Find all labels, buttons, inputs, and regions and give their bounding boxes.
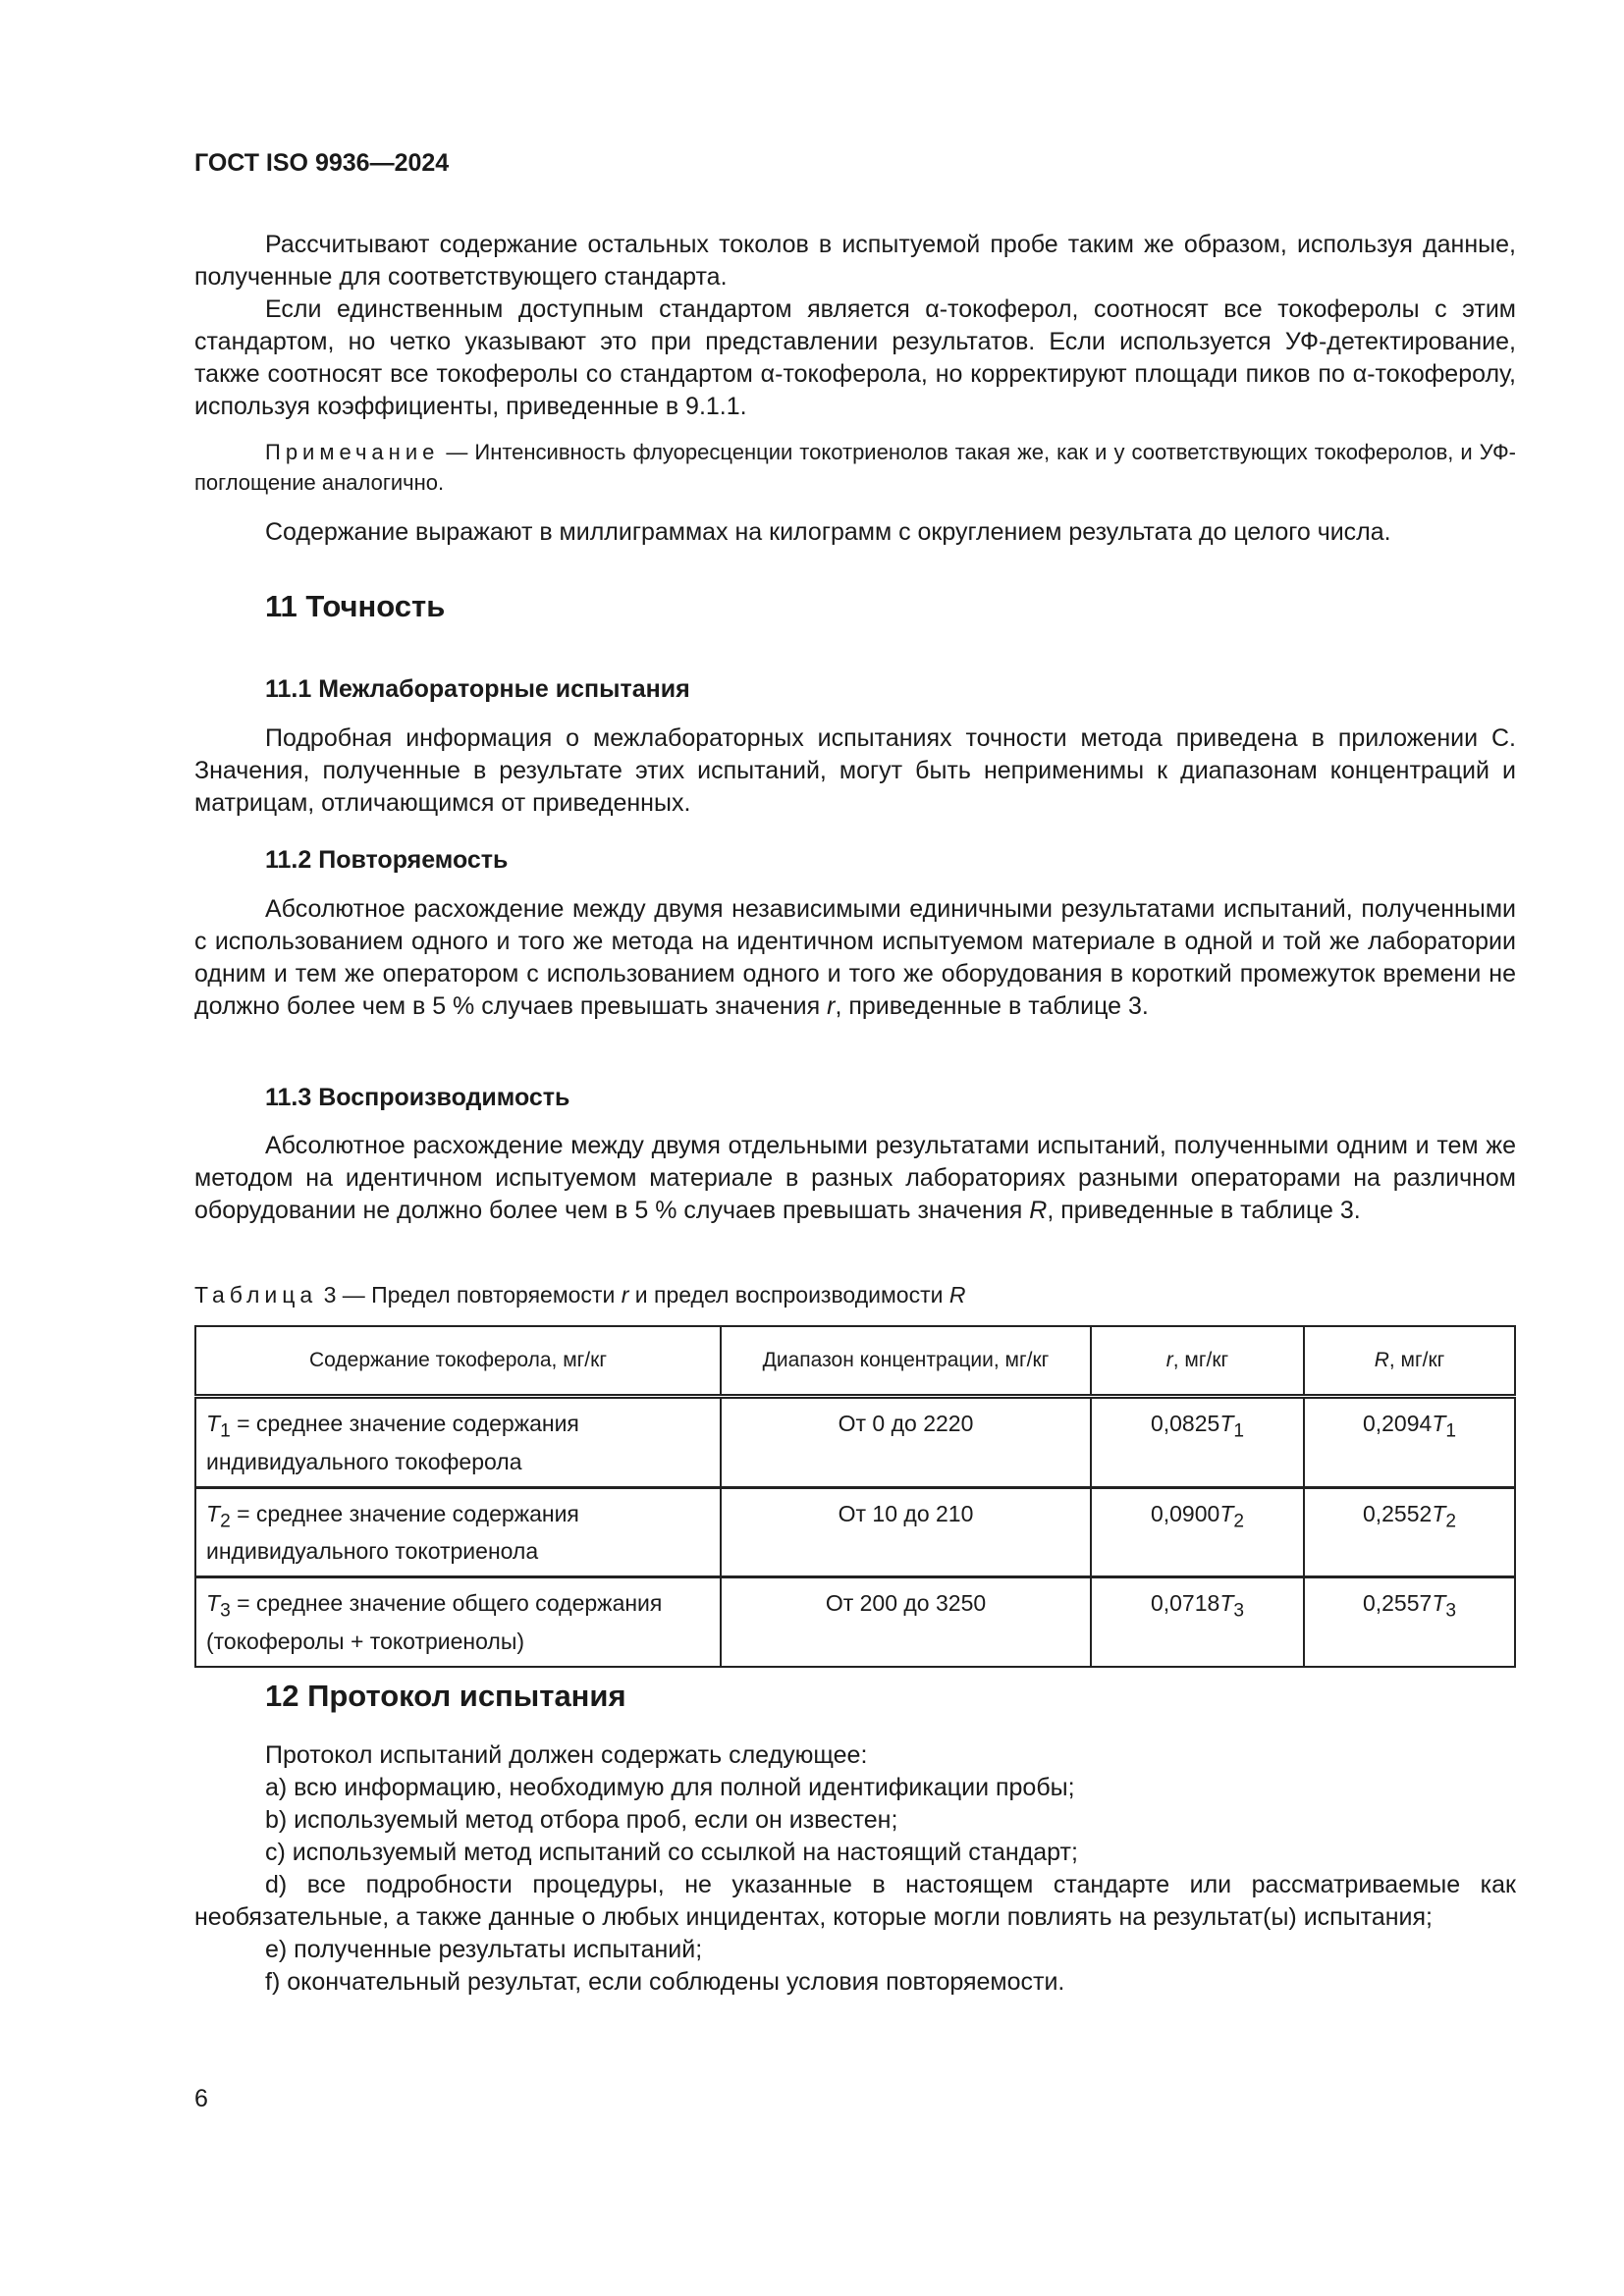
calc-text [194, 229, 1516, 423]
cell-r: $0,0718T_3$ [1091, 1577, 1304, 1667]
cell-R: $0,2094T_1$ [1304, 1397, 1515, 1488]
section-11-2-heading: 11.2 Повторяемость [265, 846, 509, 874]
col-header: Содержание токоферола, мг/кг [195, 1326, 721, 1397]
table-caption [194, 1282, 966, 1308]
precision-table [194, 1325, 1516, 1668]
col-header: Диапазон концентрации, мг/кг [721, 1326, 1091, 1397]
text: Абсолютное расхождение между двумя независимыми единичными результатами испытаний, полученными с использованием одного и того же метода на идентичном испытуемом материале в одной и той же лаборатории одним и тем же оператором с использованием одного и того же оборудования в короткий промежуток времени не должно более чем в 5 % случаев превышать значения [194, 895, 1516, 1020]
caption-var: R [948, 1282, 966, 1308]
note-text: — Интенсивность флуоресценции токотриенолов такая же, как и у соответствующих токоферолов, и УФ-поглощение аналогично. [194, 440, 1516, 495]
table-row [195, 1397, 1515, 1488]
section-11-1-heading: 11.1 Межлабораторные испытания [265, 675, 690, 703]
paragraph: Если единственным доступным стандартом является α-токоферол, соотносят все токоферолы с этим стандартом, но четко указывают это при представлении результатов. Если используется УФ-детектирование, также соотносят все токоферолы со стандартом α-токоферола, но корректируют площади пиков по α-токоферолу, используя коэффициенты, приведенные в 9.1.1. [194, 295, 1516, 420]
paragraph [194, 1130, 1516, 1227]
caption-text: и предел воспроизводимости [628, 1282, 949, 1308]
caption-var: r [621, 1282, 629, 1308]
cell-desc: $T_2$ = среднее значение содержания индивидуального токотриенола [195, 1487, 721, 1577]
note [194, 437, 1516, 498]
paragraph: Подробная информация о межлабораторных испытаниях точности метода приведена в приложении С. Значения, полученные в результате этих испытаний, могут быть неприменимы к диапазонам концентраций и матрицам, отличающимся от приведенных. [194, 724, 1516, 817]
list-item: c) используемый метод испытаний со ссылкой на настоящий стандарт; [265, 1839, 1078, 1866]
paragraph: Рассчитывают содержание остальных токолов в испытуемой пробе таким же образом, используя данные, полученные для соответствующего стандарта. [194, 231, 1516, 291]
caption-text: 3 — Предел повторяемости [323, 1282, 622, 1308]
list-item: e) полученные результаты испытаний; [265, 1936, 703, 1963]
list-item: a) всю информацию, необходимую для полной идентификации пробы; [265, 1774, 1075, 1801]
list-item: b) используемый метод отбора проб, если он известен; [265, 1806, 898, 1834]
cell-range: От 10 до 210 [721, 1487, 1091, 1577]
cell-range: От 0 до 2220 [721, 1397, 1091, 1488]
paragraph: Содержание выражают в миллиграммах на килограмм с округлением результата до целого числа. [265, 518, 1391, 546]
caption-label: Таблица [194, 1282, 318, 1308]
text: , приведенные в таблице 3. [835, 992, 1149, 1020]
table-header-row [195, 1326, 1515, 1397]
protocol-list [194, 1739, 1516, 1999]
paragraph [194, 893, 1516, 1023]
page-number: 6 [194, 2085, 208, 2112]
list-intro: Протокол испытаний должен содержать следующее: [265, 1741, 868, 1769]
text: Абсолютное расхождение между двумя отдельными результатами испытаний, полученными одним и тем же методом на идентичном испытуемом материале в разных лабораториях разными операторами на различном оборудовании не должно более чем в 5 % случаев превышать значения [194, 1132, 1516, 1224]
list-item: f) окончательный результат, если соблюдены условия повторяемости. [265, 1968, 1065, 1996]
cell-desc: $T_3$ = среднее значение общего содержания (токоферолы + токотриенолы) [195, 1577, 721, 1667]
document-header: ГОСТ ISO 9936—2024 [194, 149, 450, 177]
col-header: R, мг/кг [1304, 1326, 1515, 1397]
cell-r: $0,0900T_2$ [1091, 1487, 1304, 1577]
note-label: Примечание [265, 440, 440, 464]
cell-R: $0,2552T_2$ [1304, 1487, 1515, 1577]
table-row [195, 1487, 1515, 1577]
cell-range: От 200 до 3250 [721, 1577, 1091, 1667]
section-11-3-heading: 11.3 Воспроизводимость [265, 1084, 570, 1111]
var: r [827, 992, 836, 1020]
text: , приведенные в таблице 3. [1047, 1197, 1361, 1224]
var: R [1029, 1197, 1048, 1224]
col-header: r, мг/кг [1091, 1326, 1304, 1397]
cell-R: $0,2557T_3$ [1304, 1577, 1515, 1667]
cell-r: $0,0825T_1$ [1091, 1397, 1304, 1488]
cell-desc: $T_1$ = среднее значение содержания индивидуального токоферола [195, 1397, 721, 1488]
section-11-heading: 11 Точность [265, 589, 446, 623]
list-item: d) все подробности процедуры, не указанные в настоящем стандарте или рассматриваемые как необязательные, а также данные о любых инцидентах, которые могли повлиять на результат(ы) испытания; [194, 1871, 1516, 1931]
section-12-heading: 12 Протокол испытания [265, 1679, 626, 1713]
table-row [195, 1577, 1515, 1667]
